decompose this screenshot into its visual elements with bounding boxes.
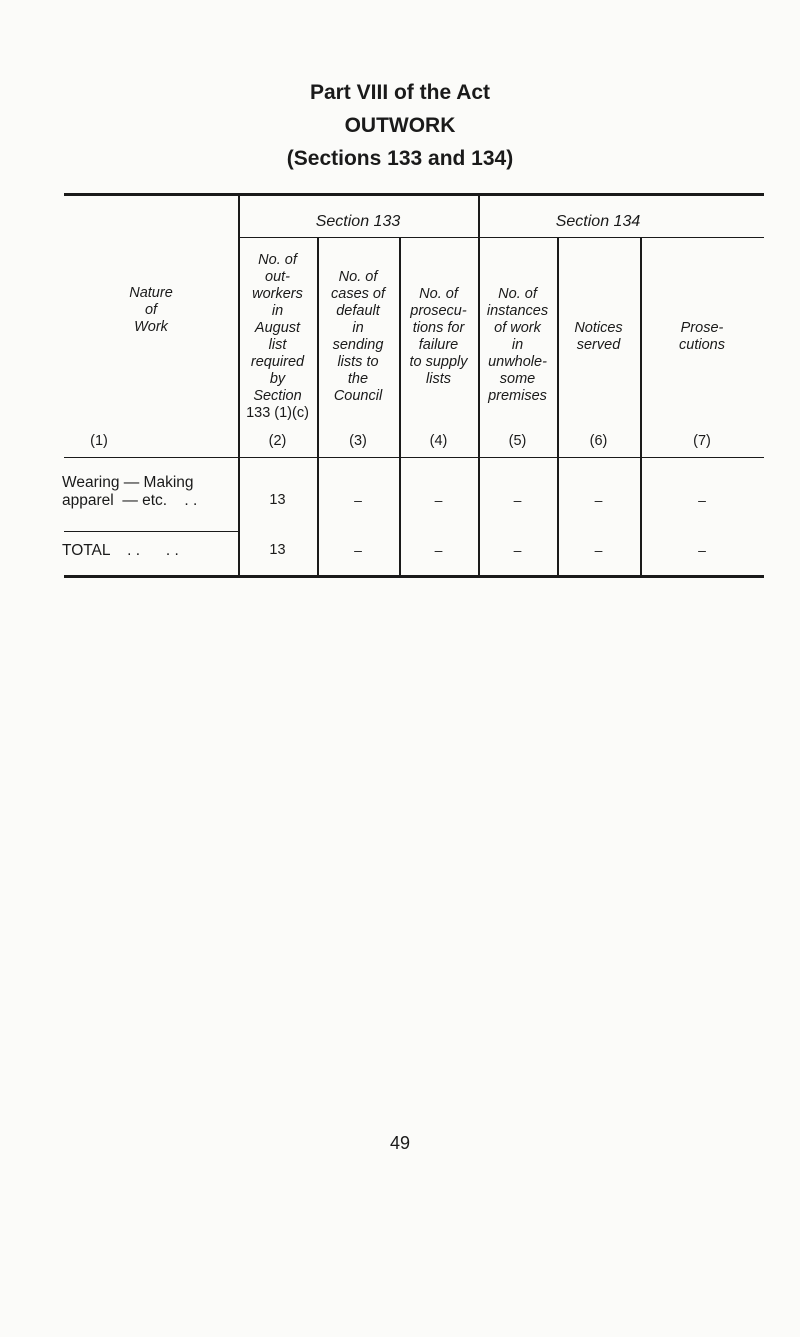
col-1-header: Nature of Work xyxy=(129,285,173,335)
col-3-header: No. of cases of default in sending lists to the Council xyxy=(331,269,385,404)
col-5-number: (5) xyxy=(508,433,527,449)
col-2-number: (2) xyxy=(268,433,287,449)
section-133-header: Section 133 xyxy=(315,213,401,230)
col-2-header: No. of out- workers in August list required by Section 133 (1)(c) xyxy=(246,252,309,421)
col-divider xyxy=(557,237,559,575)
page-number: 49 xyxy=(389,1133,411,1153)
sections-subtitle: (Sections 133 and 134) xyxy=(286,147,514,170)
row-2-col-7: – xyxy=(698,542,706,558)
col-4-header: No. of prosecu- tions for failure to supply lists xyxy=(409,286,468,387)
col-4-number: (4) xyxy=(429,433,448,449)
col-divider xyxy=(640,237,642,575)
col-5-header: No. of instances of work in unwhole- some premises xyxy=(486,286,549,404)
col-divider xyxy=(317,237,319,575)
title-block xyxy=(0,76,800,175)
row-1-col-7: – xyxy=(698,492,706,508)
col-divider xyxy=(478,196,480,575)
col-divider xyxy=(238,196,240,575)
row-1-col-5: – xyxy=(513,492,522,508)
table-row-wearing-name: Wearing — Making apparel — etc. . . xyxy=(62,474,198,509)
col-3-number: (3) xyxy=(349,433,367,449)
row-2-col-3: – xyxy=(354,542,362,558)
part-title: Part VIII of the Act xyxy=(309,81,491,104)
row-1-col-6: – xyxy=(594,492,603,508)
row-1-col-2: 13 xyxy=(269,492,286,508)
row-2-col-6: – xyxy=(594,542,603,558)
row-rule xyxy=(64,531,238,532)
col-1-number: (1) xyxy=(90,433,108,449)
col-7-number: (7) xyxy=(693,433,711,449)
table-top-rule xyxy=(64,193,764,196)
header-bottom-rule xyxy=(64,457,764,458)
col-7-header: Prose- cutions xyxy=(679,320,725,353)
row-1-col-4: – xyxy=(434,492,443,508)
col-6-number: (6) xyxy=(589,433,608,449)
row-2-col-5: – xyxy=(513,542,522,558)
table-bottom-rule xyxy=(64,575,764,578)
outwork-heading: OUTWORK xyxy=(344,114,456,137)
row-2-col-4: – xyxy=(434,542,443,558)
table-row-total-name: TOTAL . . . . xyxy=(62,542,179,559)
col-divider xyxy=(399,237,401,575)
section-134-header: Section 134 xyxy=(555,213,641,230)
col-6-header: Notices served xyxy=(574,320,623,353)
row-2-col-2: 13 xyxy=(269,542,286,558)
row-1-col-3: – xyxy=(354,492,362,508)
